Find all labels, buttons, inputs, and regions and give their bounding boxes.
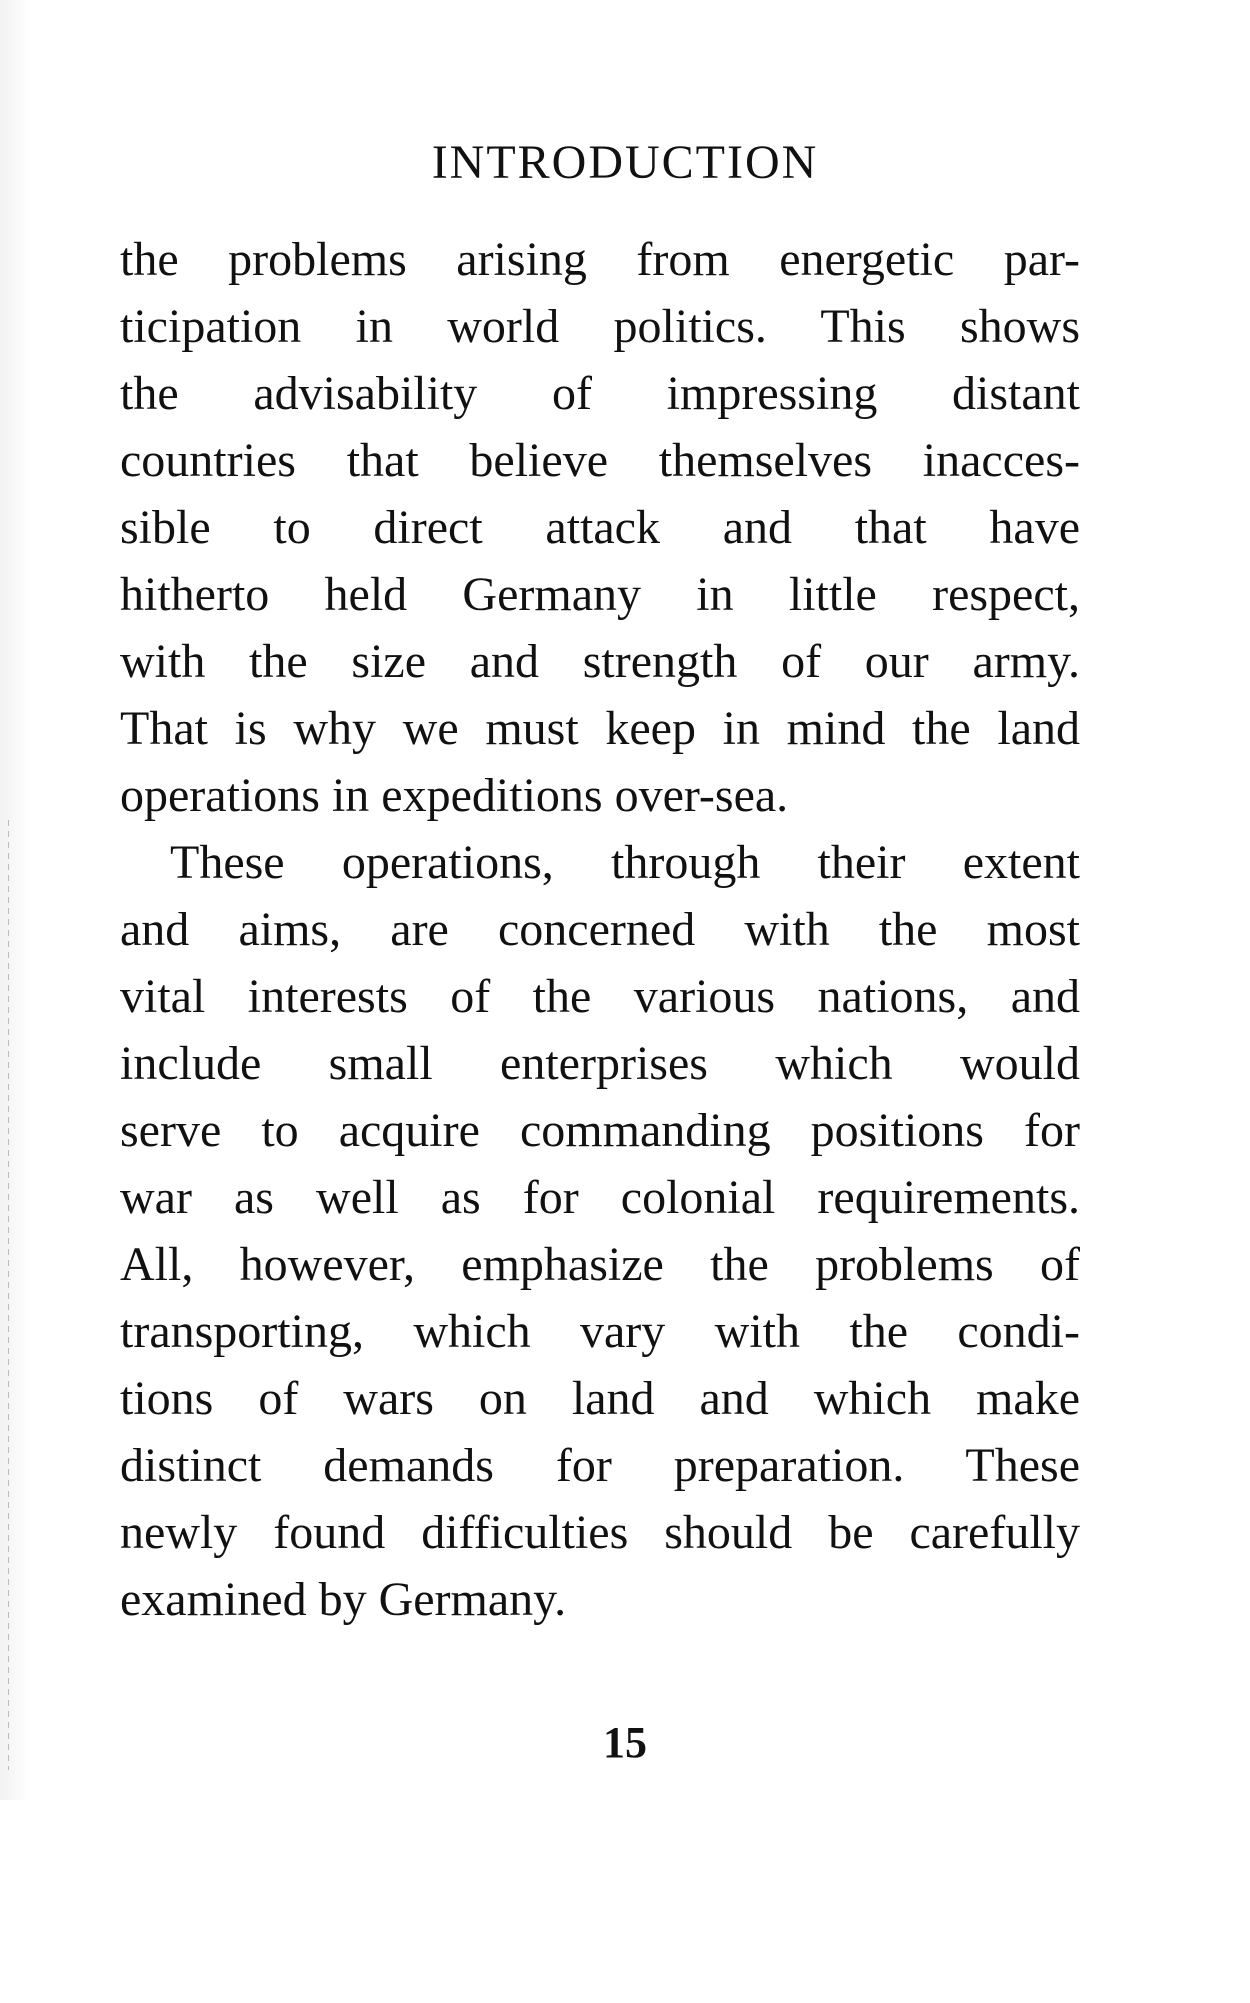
text-line: examined by Germany. — [120, 1573, 567, 1626]
text-line: the problems arising from energetic par- — [120, 233, 1080, 286]
text-line: serve to acquire commanding positions for — [120, 1104, 1080, 1157]
text-line: and aims, are concerned with the most — [120, 903, 1080, 956]
text-line: war as well as for colonial requirements. — [120, 1171, 1080, 1224]
text-line: tions of wars on land and which make — [120, 1372, 1080, 1425]
text-line: include small enterprises which would — [120, 1037, 1080, 1090]
body-text — [120, 226, 1080, 1633]
text-line: hitherto held Germany in little respect, — [120, 568, 1080, 621]
page-number: 15 — [603, 1718, 647, 1767]
paragraph-1 — [120, 226, 1080, 829]
text-line: transporting, which vary with the condi- — [120, 1305, 1080, 1358]
binding-edge-mark — [8, 820, 9, 1770]
text-line: with the size and strength of our army. — [120, 635, 1080, 688]
text-line: All, however, emphasize the problems of — [120, 1238, 1080, 1291]
text-line: the advisability of impressing distant — [120, 367, 1080, 420]
text-line: countries that believe themselves inacces- — [120, 434, 1080, 487]
paragraph-2 — [120, 829, 1080, 1633]
running-head: INTRODUCTION — [431, 136, 819, 189]
text-line: distinct demands for preparation. These — [120, 1439, 1080, 1492]
binding-edge-shadow — [0, 0, 30, 1800]
text-line: ticipation in world politics. This shows — [120, 300, 1080, 353]
text-line: That is why we must keep in mind the land — [120, 702, 1080, 755]
text-line: newly found difficulties should be carefully — [120, 1506, 1080, 1559]
text-line: sible to direct attack and that have — [120, 501, 1080, 554]
text-line: These operations, through their extent — [170, 836, 1080, 889]
text-line: operations in expeditions over-sea. — [120, 769, 789, 822]
text-line: vital interests of the various nations, and — [120, 970, 1080, 1023]
